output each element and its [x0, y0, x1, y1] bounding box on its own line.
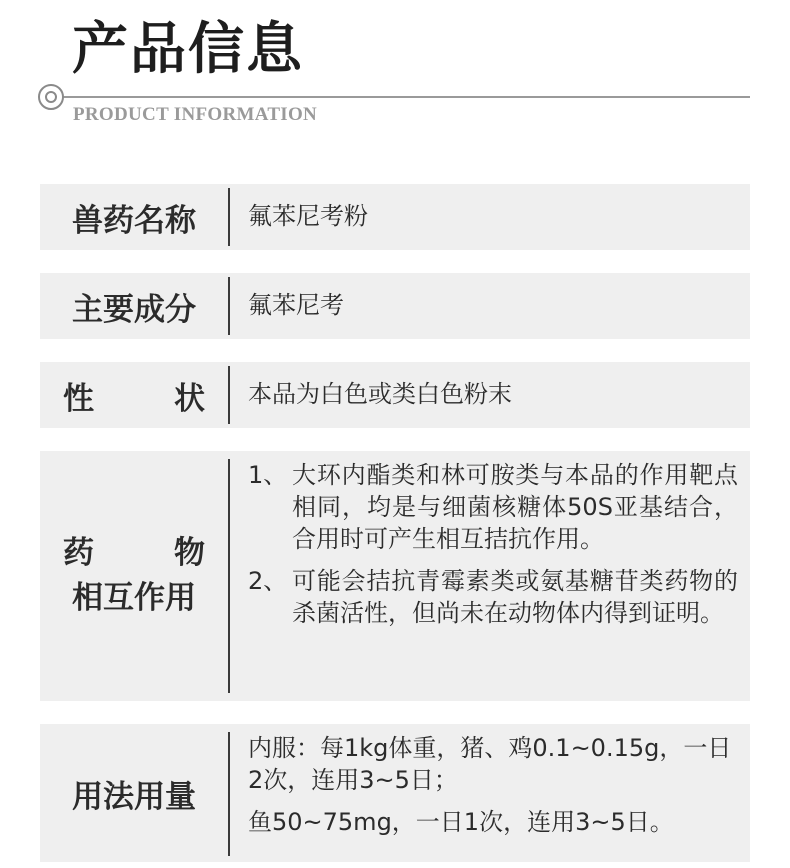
info-row-main-ingredient	[40, 273, 750, 339]
row-label-line1-right: 物	[174, 535, 205, 572]
row-divider	[228, 277, 230, 335]
list-item-number: 1、	[248, 461, 288, 489]
row-label-spread	[63, 373, 205, 418]
row-value: 本品为白色或类白色粉末	[248, 380, 512, 409]
list-item	[248, 459, 738, 555]
dosage-line: 鱼50~75mg，一日1次，连用3~5日。	[248, 808, 674, 836]
row-divider	[228, 459, 230, 693]
info-row-drug-interaction	[40, 451, 750, 701]
info-row-dosage	[40, 724, 750, 862]
row-divider	[228, 188, 230, 246]
list-item-number: 2、	[248, 567, 288, 595]
circle-ornament-inner	[45, 91, 57, 103]
row-value: 氟苯尼考粉	[248, 202, 368, 231]
row-label-line1-left: 药	[63, 535, 94, 572]
row-label-line1	[63, 531, 205, 576]
row-label: 兽药名称	[72, 202, 196, 239]
title-rule	[60, 96, 750, 98]
page-title: 产品信息	[72, 17, 304, 82]
list-item-text: 大环内酯类和林可胺类与本品的作用靶点相同，均是与细菌核糖体50S亚基结合，合用时可产生相互拮抗作用。	[292, 461, 738, 553]
row-divider	[228, 732, 230, 856]
row-label	[40, 362, 228, 428]
list-item-text: 可能会拮抗青霉素类或氨基糖苷类药物的杀菌活性，但尚未在动物体内得到证明。	[292, 567, 738, 627]
dosage-line: 内服：每1kg体重，猪、鸡0.1~0.15g，一日2次，连用3~5日；	[248, 734, 732, 794]
row-value-list	[248, 459, 738, 629]
row-label: 主要成分	[72, 291, 196, 328]
row-value-paragraphs	[248, 732, 738, 838]
row-label	[40, 451, 228, 701]
circle-ornament-icon	[38, 84, 64, 110]
row-value: 氟苯尼考	[248, 291, 344, 320]
row-label-right: 状	[174, 380, 205, 417]
row-label-line2: 相互作用	[72, 580, 196, 616]
page-subtitle: PRODUCT INFORMATION	[73, 104, 318, 125]
list-item	[248, 565, 738, 629]
row-label: 用法用量	[72, 778, 196, 815]
row-label-left: 性	[63, 380, 94, 417]
row-divider	[228, 366, 230, 424]
info-row-vet-drug-name	[40, 184, 750, 250]
info-row-appearance	[40, 362, 750, 428]
